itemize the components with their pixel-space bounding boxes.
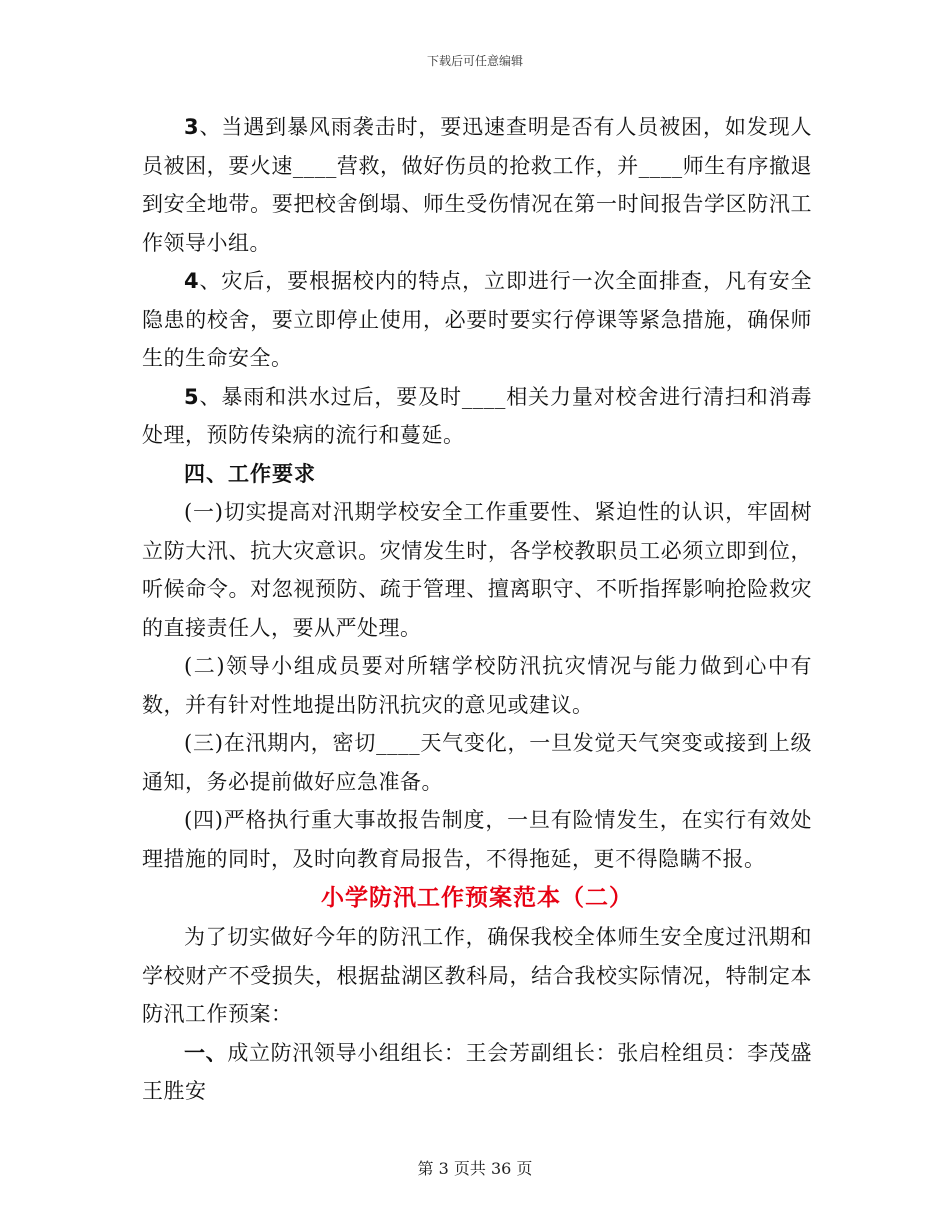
item-number-4: 4	[184, 269, 200, 293]
section-1-text: 成立防汛领导小组组长：王会芳副组长：张启栓组员：李茂盛王胜安	[142, 1040, 813, 1103]
item-number-3: 3	[184, 115, 200, 139]
document-title-2: 小学防汛工作预案范本（二）	[321, 884, 633, 911]
item-number-5: 5	[184, 384, 200, 409]
section-1-heading: 一、	[184, 1040, 228, 1065]
paragraph-5-text: 、暴雨和洪水过后，要及时____相关力量对校舍进行清扫和消毒处理，预防传染病的流行和蔓延。	[142, 384, 812, 447]
section-heading-work-requirements: 四、工作要求	[184, 460, 316, 486]
paragraph-5	[142, 378, 812, 455]
document-body	[142, 108, 812, 1111]
paragraph-4-text: 、灾后，要根据校内的特点，立即进行一次全面排查，凡有安全隐患的校舍，要立即停止使用，必要时要实行停课等紧急措施，确保师生的生命安全。	[142, 269, 812, 370]
page-header: 下载后可任意编辑	[426, 54, 523, 68]
paragraph-4	[142, 262, 812, 378]
intro-paragraph: 为了切实做好今年的防汛工作，确保我校全体师生安全度过汛期和学校财产不受损失，根据盐湖区教科局，结合我校实际情况，特制定本防汛工作预案：	[142, 925, 812, 1026]
section-1-paragraph	[142, 1034, 812, 1111]
page-footer: 第 3 页共 36 页	[417, 1159, 533, 1178]
paragraph-3-text: 、当遇到暴风雨袭击时，要迅速查明是否有人员被困，如发现人员被困，要火速____营救，做好伤员的抢救工作，并____师生有序撤退到安全地带。要把校舍倒塌、师生受伤情况在第一时间报告学区防汛工作领导小组。	[142, 115, 812, 255]
requirement-2: (二)领导小组成员要对所辖学校防汛抗灾情况与能力做到心中有数，并有针对性地提出防汛抗灾的意见或建议。	[142, 654, 812, 717]
requirement-3: (三)在汛期内，密切____天气变化，一旦发觉天气突变或接到上级通知，务必提前做好应急准备。	[142, 731, 812, 794]
requirement-4: (四)严格执行重大事故报告制度，一旦有险情发生，在实行有效处理措施的同时，及时向教育局报告，不得拖延，更不得隐瞒不报。	[142, 808, 812, 871]
paragraph-3	[142, 108, 812, 262]
requirement-1: (一)切实提高对汛期学校安全工作重要性、紧迫性的认识，牢固树立防大汛、抗大灾意识。灾情发生时，各学校教职员工必须立即到位，听候命令。对忽视预防、疏于管理、擅离职守、不听指挥影响抢险救灾的直接责任人，要从严处理。	[142, 500, 812, 640]
